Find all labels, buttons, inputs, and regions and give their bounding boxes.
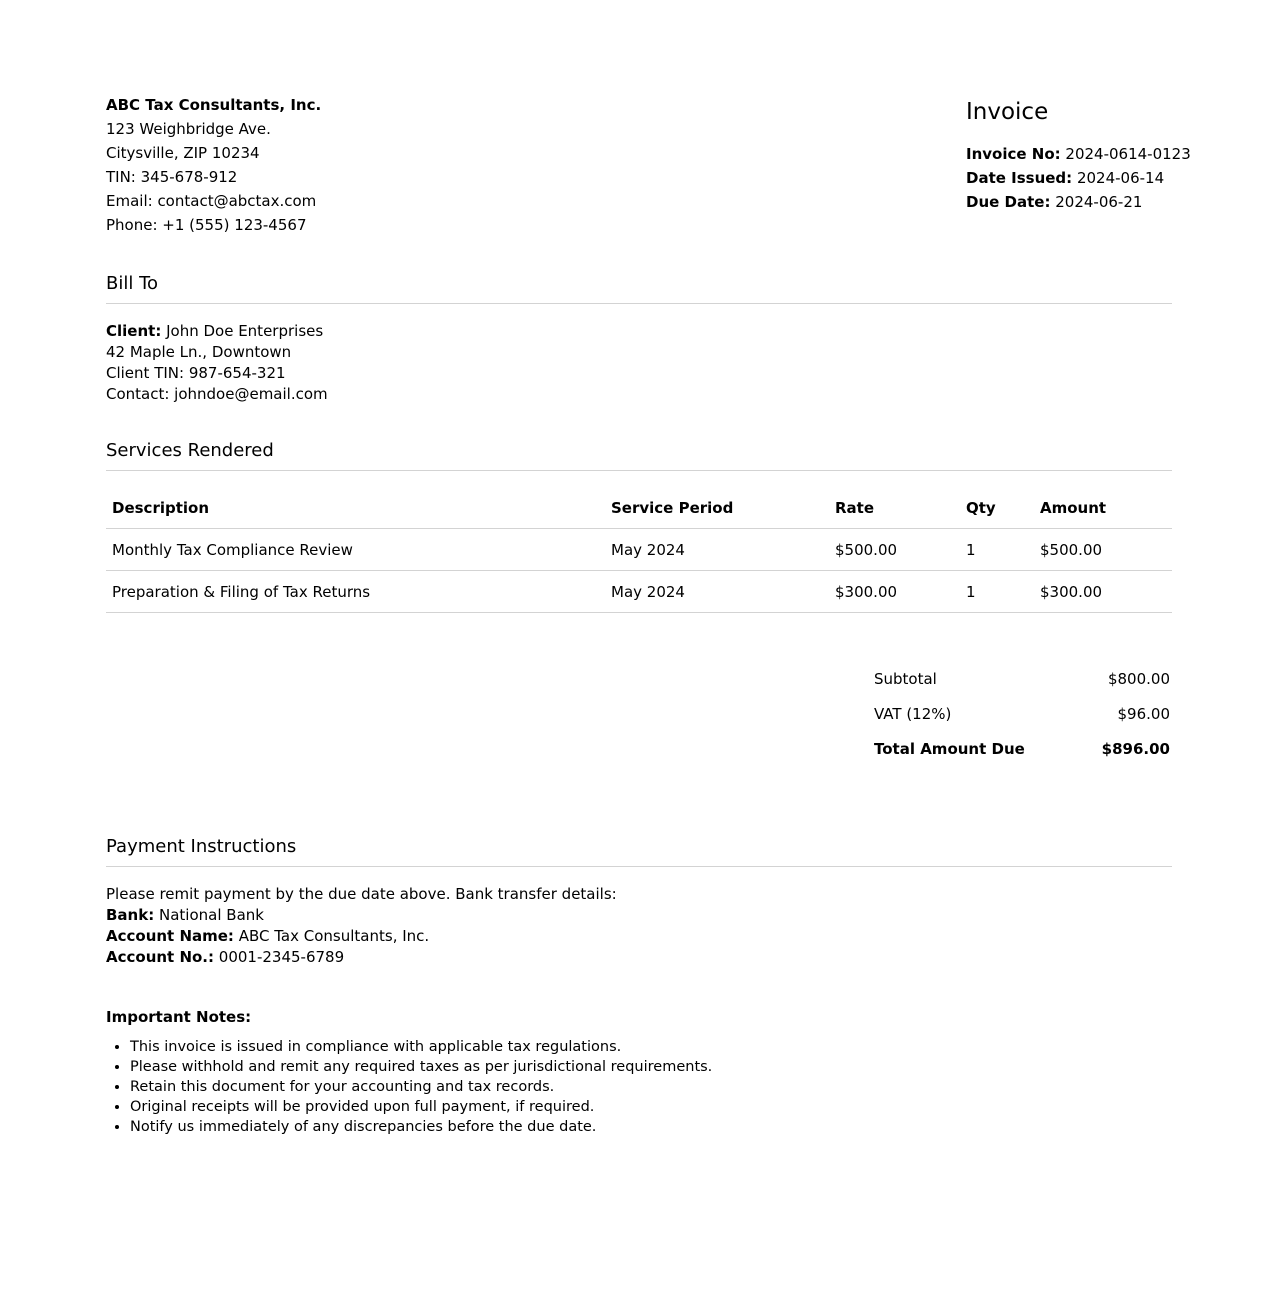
services-heading: Services Rendered — [106, 438, 1172, 471]
cell-description: Preparation & Filing of Tax Returns — [106, 571, 605, 613]
bank-label: Bank: — [106, 906, 155, 924]
due-date — [966, 190, 1186, 214]
table-row — [106, 529, 1172, 571]
invoice-number-value: 2024-0614-0123 — [1065, 145, 1191, 163]
totals-block — [874, 666, 1172, 771]
invoice-page — [106, 0, 1191, 1135]
account-name-line — [106, 926, 1172, 947]
list-item: • Retain this document for your accounting and tax records. — [130, 1077, 1172, 1097]
cell-service-period: May 2024 — [605, 571, 829, 613]
total-due-row — [874, 736, 1172, 771]
column-header-rate: Rate — [829, 487, 960, 529]
account-name-value: ABC Tax Consultants, Inc. — [238, 927, 430, 945]
table-row — [106, 571, 1172, 613]
table-header-row — [106, 487, 1172, 529]
column-header-description: Description — [106, 487, 605, 529]
vat-label: VAT (12%) — [874, 705, 952, 723]
list-item: • Please withhold and remit any required taxes as per jurisdictional requirements. — [130, 1057, 1172, 1077]
invoice-title: Invoice — [966, 99, 1049, 125]
client-address: 42 Maple Ln., Downtown — [106, 343, 292, 361]
company-name: ABC Tax Consultants, Inc. — [106, 96, 322, 114]
notes-heading: Important Notes: — [106, 1008, 252, 1026]
client-label: Client: — [106, 322, 162, 340]
account-number-line — [106, 947, 1172, 968]
payment-section — [106, 834, 1172, 968]
client-name: John Doe Enterprises — [166, 322, 324, 340]
payment-heading: Payment Instructions — [106, 834, 1172, 867]
cell-qty: 1 — [960, 529, 1034, 571]
company-email: Email: contact@abctax.com — [106, 192, 317, 210]
cell-service-period: May 2024 — [605, 529, 829, 571]
column-header-amount: Amount — [1034, 487, 1172, 529]
list-item: • Notify us immediately of any discrepancies before the due date. — [130, 1117, 1172, 1137]
due-date-label: Due Date: — [966, 193, 1051, 211]
company-phone: Phone: +1 (555) 123-4567 — [106, 216, 307, 234]
company-info — [106, 93, 321, 237]
subtotal-row — [874, 666, 1172, 701]
company-address-line1: 123 Weighbridge Ave. — [106, 120, 271, 138]
services-table — [106, 487, 1172, 613]
notes-section — [106, 1006, 1172, 1137]
subtotal-value: $800.00 — [1107, 670, 1170, 688]
total-due-value: $896.00 — [1101, 740, 1170, 758]
vat-row — [874, 701, 1172, 736]
bill-to-section — [106, 271, 1172, 405]
cell-amount: $300.00 — [1034, 571, 1172, 613]
client-line — [106, 321, 1172, 342]
client-contact: Contact: johndoe@email.com — [106, 385, 328, 403]
column-header-qty: Qty — [960, 487, 1034, 529]
invoice-meta — [966, 96, 1191, 214]
payment-details — [106, 884, 1172, 968]
cell-amount: $500.00 — [1034, 529, 1172, 571]
account-name-label: Account Name: — [106, 927, 234, 945]
account-number-label: Account No.: — [106, 948, 215, 966]
cell-rate: $500.00 — [829, 529, 960, 571]
subtotal-label: Subtotal — [874, 670, 937, 688]
account-number-value: 0001-2345-6789 — [218, 948, 345, 966]
column-header-service-period: Service Period — [605, 487, 829, 529]
vat-value: $96.00 — [1117, 705, 1170, 723]
invoice-header — [106, 0, 1191, 250]
services-section — [106, 438, 1172, 613]
payment-intro: Please remit payment by the due date above. Bank transfer details: — [106, 885, 617, 903]
list-item: • Original receipts will be provided upon full payment, if required. — [130, 1097, 1172, 1117]
total-due-label: Total Amount Due — [874, 740, 1025, 758]
bill-to-heading: Bill To — [106, 271, 1172, 304]
date-issued-value: 2024-06-14 — [1076, 169, 1165, 187]
list-item: • This invoice is issued in compliance with applicable tax regulations. — [130, 1037, 1172, 1057]
client-tin: Client TIN: 987-654-321 — [106, 364, 286, 382]
date-issued — [966, 166, 1186, 190]
due-date-value: 2024-06-21 — [1055, 193, 1143, 211]
company-address-line2: Citysville, ZIP 10234 — [106, 144, 260, 162]
cell-qty: 1 — [960, 571, 1034, 613]
bank-value: National Bank — [159, 906, 264, 924]
invoice-number-label: Invoice No: — [966, 145, 1061, 163]
company-tin: TIN: 345-678-912 — [106, 168, 238, 186]
bank-line — [106, 905, 1172, 926]
cell-rate: $300.00 — [829, 571, 960, 613]
invoice-number — [966, 142, 1191, 166]
date-issued-label: Date Issued: — [966, 169, 1073, 187]
bill-to-details — [106, 321, 1172, 405]
cell-description: Monthly Tax Compliance Review — [106, 529, 605, 571]
notes-list — [106, 1037, 1172, 1137]
